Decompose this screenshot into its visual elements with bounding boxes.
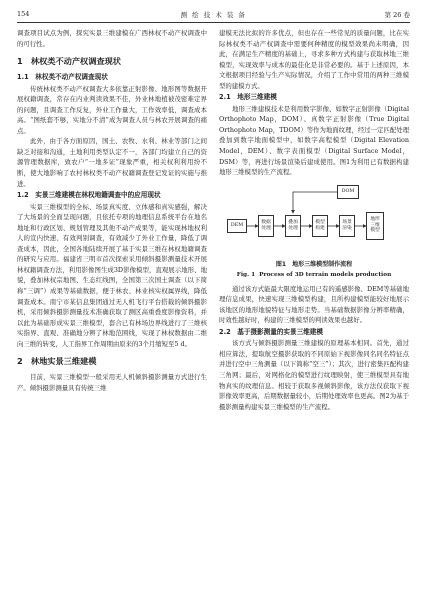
flow-node-data-processing: 数据 处理 [258,215,274,237]
intro-paragraph: 调查项目试点为例，探究实景三维建模在广西林权不动产权调查中的可行性。 [17,29,207,48]
flow-node-scene-rendering: 场景 渲染 [339,215,355,237]
section-heading-2: 2 林地实景三维建模 [17,356,97,367]
figure-caption-en [219,270,409,280]
figure-caption-en-number: Fig. 1 [236,271,256,278]
subsection-heading-1-2: 1.2 实景三维建模在林权地籍调查中的应用现状 [17,191,161,200]
flow-node-overlay: 叠加 处理 [285,215,301,237]
flow-node-terrain-3d-model: 地形 三维 模型 [366,212,384,240]
body-paragraph: 实景三维模型的全标、场景真实度、立体感和真实感强，解决了大场景的全面呈现问题，且依托专项的地理信息系统平台在地名地址和行政区划、规划管理及其他不动产成果等，能实现林地权利人的宣内快速、有效判别调查，有效减少了外业工作量，降低了调查成本，因此，全国各地陆续开展了基于实景三维在林权地籍调查的研究与应用。福建省三明市首次探索采用倾斜摄影测量技术开展林权籍调查方法，利用影像图生成3D影像模型，直观展示地形、地貌，叠加林权宗地图、生态红线图，全国第三次国土调查（以下简称“三调”）成果等基础数据，便于林农、林业核实权属界线，降低调查成本。南宁市某信息集团通过无人机飞行平台搭载的倾斜摄影机，采用倾斜摄影测量技术准确获取了测区高重叠度影像资料，并以此为基础形成实景三维模型，套合已有林场边界线进行了三维核实指界、直观、准确地分辨了林地范围线，实现了林权数据由二维向三维的转变，人工指界工作周期由原来的3个月缩短至5 d。 [17,202,207,348]
body-paragraph: 地形三维建模技术是利用数字影像、如数字正射影像（Digital Orthophoto Map，DOM）、真数字正射影像（True Digital Orthophoto Map，TDOM）等作为地面纹理，经过一定匹配处理叠加到数字地面模型中，如数字高程模型（Digital Elevation Model，DEM）、数字表面模型（Digital Surface Model，DSM）等，再进行场景渲染后建成使用。图1为利用已有数据构建地形三维模型的生产流程。 [219,104,409,177]
flow-node-dom: DOM [337,185,359,199]
body-paragraph: 此外，由于各方面原因，国土、农牧、水利、林业等部门之间缺乏对接和沟通，土地利用类型认定不一，各部门均建立自己的资源管理数据库，致农户“一地多证”现象严重，相关权利利用纷不断，使大地影响了农村林权类不动产权籍调查登记发证的实施与推进。 [17,137,207,188]
figure-caption-cn: 图1 地形三维模型制作流程 [275,260,353,268]
volume-number: 第 26 卷 [384,11,410,19]
flow-node-dem: DEM [227,219,247,233]
flow-node-model-building: 模型 构建 [312,215,328,237]
body-paragraph: 通过该方式能最大限度地运用已有的遥感影像、DEM等基础地理信息成果，快速实现三维模型构建，且所构建模型能较好地展示该地区的地形地貌特征与地形走势。当基础数据影像分辨率精确，时效性越好时，构建的三维模型的判读效果也越好。 [219,284,409,325]
subsection-heading-2-2: 2.2 基于摄影测量的实景三维建模 [219,327,323,336]
figure-1-flowchart [219,180,409,258]
page-number: 154 [17,10,30,18]
subsection-heading-2-1: 2.1 地形三维建模 [219,93,277,102]
running-header [17,8,410,23]
body-paragraph: 该方式与倾斜摄影测量三维建模的原理基本相同。首先，通过相应算法，提取航空摄影获取的不同原始下视影像同名同名特征点并进行空中三角测量（以下简称“空三”）；其次，进行密集匹配构建三角网；最后，对网格化的模型进行纹理映射，使三维模型具有地物真实的纹理信息。相较于获取多视倾斜影像，该方法仅获取下视影像效率更高，后期数据量较小，后期处理效率也更高。图2为基于摄影测量构建实景三维模型的生产流程。 [219,339,409,411]
body-paragraph: 目前，实景三维模型一般采用无人机倾斜摄影测量方式进行生产。倾斜摄影测量具有传统三维 [17,373,207,392]
body-paragraph: 建模无法比拟的许多优点，但也存在一些常见的质量问题，比在实际林权类不动产权调查中需要何种精度的模型效果尚未明确，因此，在满足生产精度的基础上，寻求多种方式构建与获取林地三维模型，实现效率与成本的最佳化是非常必要的。基于上述原因，本文根据项目经验与生产实际情况，介绍了工作中常用的两种三维模型的建模方式。 [219,29,409,90]
right-column [219,28,409,412]
journal-title: 测 绘 技 术 装 备 [180,11,247,19]
subsection-heading-1-1: 1.1 林权类不动产权调查现状 [17,73,108,82]
section-heading-1: 1 林权类不动产权调查现状 [17,56,121,67]
left-column [17,28,207,393]
body-paragraph: 传统林权类不动产权调查大多依靠正射影像、地形图等数据开展权籍调查，常存在内业判读效果不佳，外业林地植被茂密难定界的问题，且调查工作反复，外业工作量大，工作效率低，调查成本高。“图纸套不够，实地分不清”成为调查人员与林农开展调查的痛点。 [17,84,207,135]
figure-caption-en-text: Process of 3D terrain models production [259,271,392,278]
